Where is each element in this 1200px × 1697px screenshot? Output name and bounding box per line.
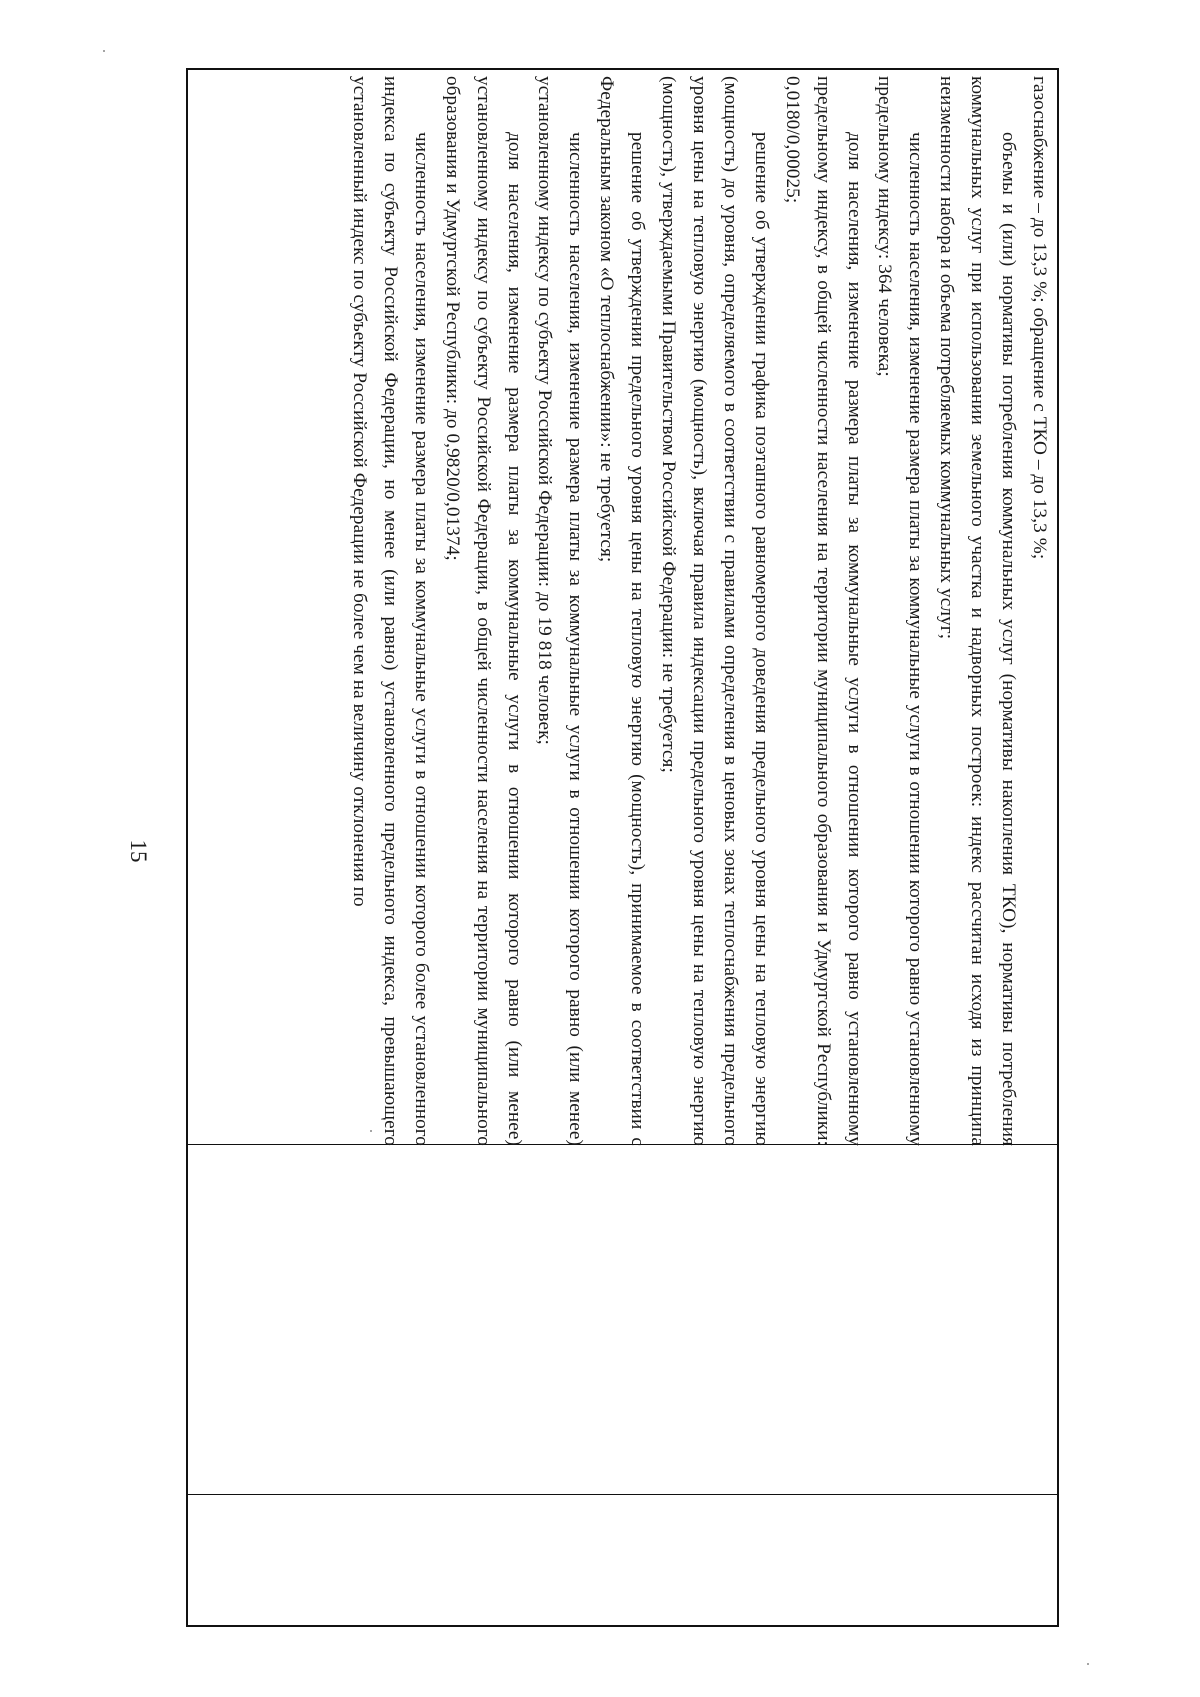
paragraph: решение об утверждении предельного уровня цены на тепловую энергию (мощность), принимаемое в соответствии с Федеральным законом «О теплоснабжении»: не требуется; xyxy=(596,76,649,1146)
paragraph: решение об утверждении графика поэтапного равномерного доведения предельного уровня цены на тепловую энергию (мощность) до уровня, определяемого в соответствии с правилами определения в ценовых зонах теплоснабжения предельного уровня цены на тепловую энергию (мощность), включая правила индексации предельного уровня цены на тепловую энергию (мощность), утверждаемыми Правительством Российской Федерации: не требуется; xyxy=(658,76,772,1146)
scan-speck xyxy=(370,1130,372,1132)
paragraph: доля населения, изменение размера платы за коммунальные услуги в отношении которого равно установленному предельному индексу, в общей численности населения на территории муниципального образования и Удмуртской Республики: 0,0180/0,00025; xyxy=(781,76,865,1146)
document-text-cell xyxy=(188,76,1054,1146)
paragraph: газоснабжение – до 13,3 %; обращение с ТКО – до 13,3 %; xyxy=(1029,76,1050,560)
paragraph: объемы и (или) нормативы потребления коммунальных услуг (нормативы накопления ТКО), нормативы потребления коммунальных услуг при использовании земельного участка и надворных построек: индекс рассчитан исходя из принципа неизменности набора и объема потребляемых коммунальных услуг; xyxy=(936,76,1020,1146)
scan-speck xyxy=(1087,1663,1089,1665)
paragraph: численность населения, изменение размера платы за коммунальные услуги в отношении которого более установленного индекса по субъекту Российской Федерации, но менее (или равно) установленного предельного индекса, превышающего установленный индекс по субъекту Российской Федерации не более чем на величину отклонения по xyxy=(349,76,432,1146)
column-divider xyxy=(188,1494,1057,1495)
paragraph: численность населения, изменение размера платы за коммунальные услуги в отношении которого равно (или менее) установленному индексу по субъекту Российской Федерации: до 19 818 человек; xyxy=(534,76,587,1146)
scan-speck xyxy=(103,50,105,52)
paragraph: доля населения, изменение размера платы за коммунальные услуги в отношении которого равно (или менее) установленному индексу по субъекту Российской Федерации, в общей численности населения на территории муниципального образования и Удмуртской Республики: до 0,9820/0,01374; xyxy=(441,76,525,1146)
paragraph: численность населения, изменение размера платы за коммунальные услуги в отношении которого равно установленному предельному индексу: 364 человека; xyxy=(874,76,927,1146)
page-number: 15 xyxy=(126,839,151,863)
